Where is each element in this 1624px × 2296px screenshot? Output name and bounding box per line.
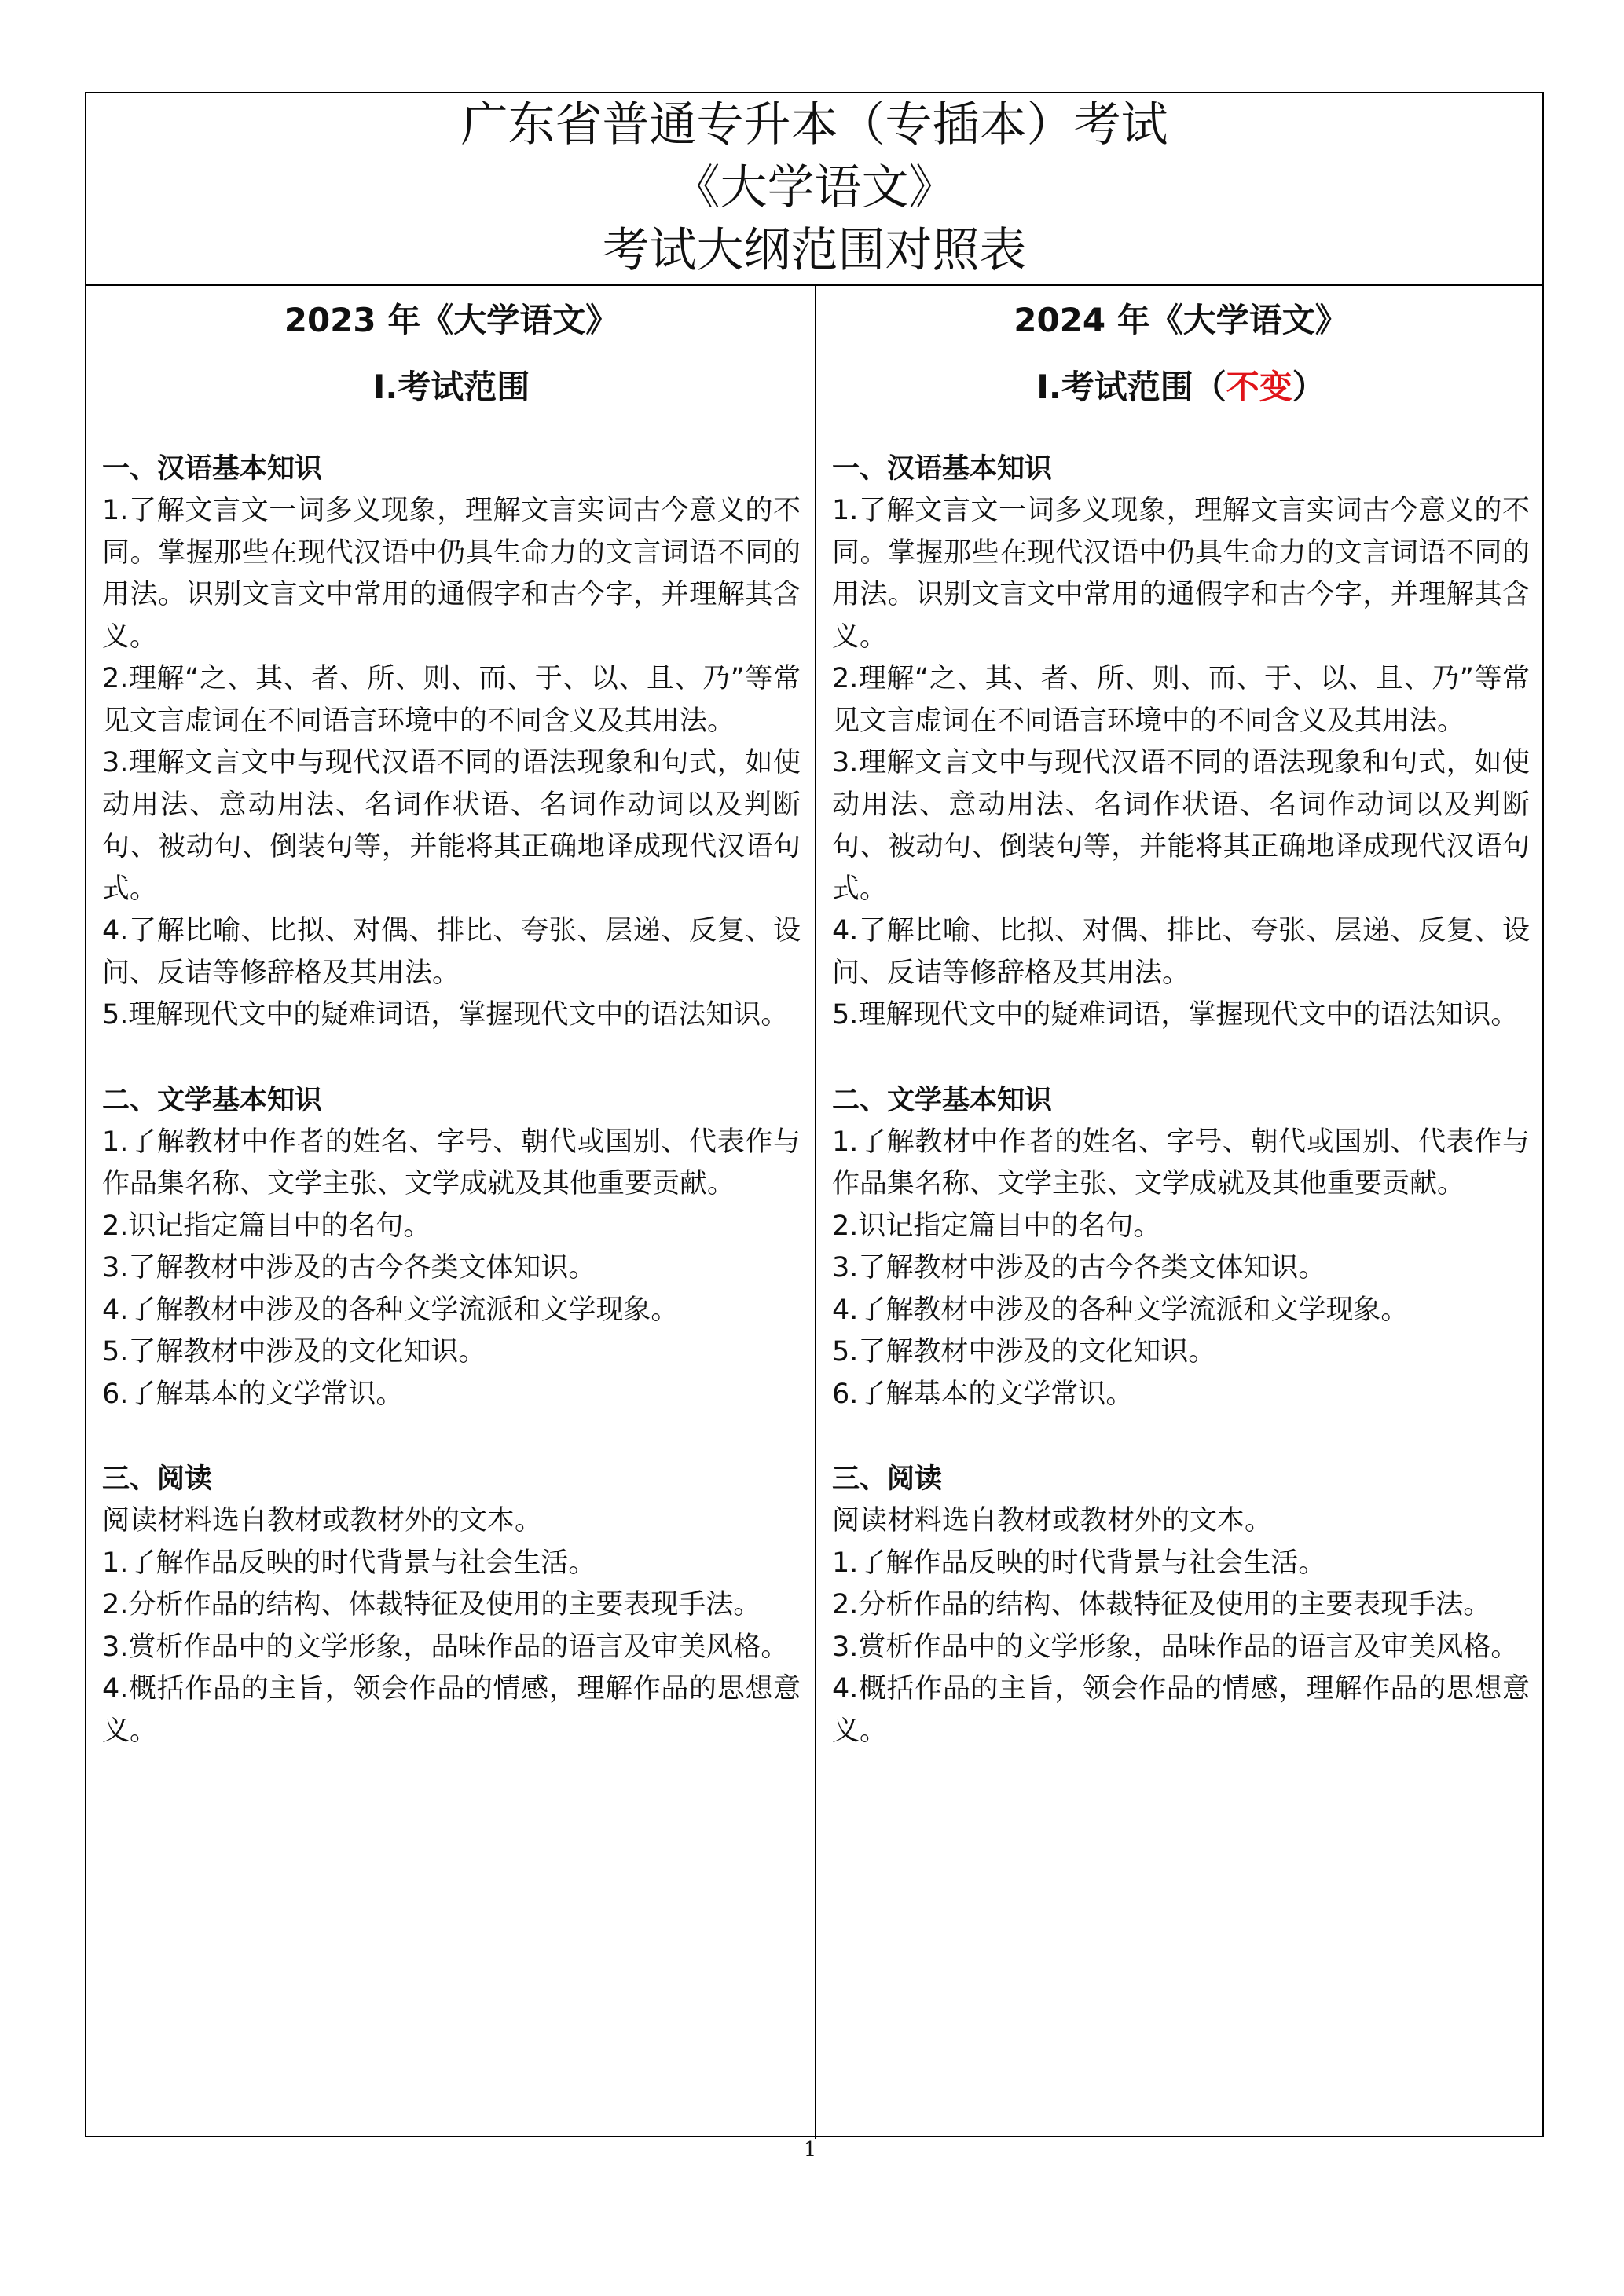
section-heading: 二、文学基本知识	[832, 1084, 1053, 1116]
outline-section	[832, 1079, 1530, 1416]
outline-item: 4.了解比喻、比拟、对偶、排比、夸张、层递、反复、设问、反诘等修辞格及其用法。	[102, 915, 801, 989]
column-2024	[816, 286, 1544, 2139]
outline-item: 4.了解教材中涉及的各种文学流派和文学现象。	[102, 1294, 679, 1326]
section-heading: 一、汉语基本知识	[102, 453, 323, 485]
document-subject: 《大学语文》	[673, 160, 956, 215]
outline-item: 4.概括作品的主旨，领会作品的情感，理解作品的思想意义。	[832, 1673, 1530, 1747]
scope-title-text: I.考试范围（	[1036, 368, 1226, 406]
outline-item: 4.了解教材中涉及的各种文学流派和文学现象。	[832, 1294, 1409, 1326]
outline-item: 5.了解教材中涉及的文化知识。	[832, 1336, 1216, 1368]
outline-item: 5.理解现代文中的疑难词语，掌握现代文中的语法知识。	[832, 999, 1519, 1031]
outline-item: 3.赏析作品中的文学形象，品味作品的语言及审美风格。	[832, 1631, 1519, 1663]
outline-item: 1.了解教材中作者的姓名、字号、朝代或国别、代表作与作品集名称、文学主张、文学成就及其他重要贡献。	[832, 1126, 1530, 1199]
outline-section	[102, 1458, 801, 1752]
outline-item: 阅读材料选自教材或教材外的文本。	[832, 1505, 1273, 1536]
scope-title	[832, 353, 1530, 421]
outline-item: 2.识记指定篇目中的名句。	[832, 1210, 1161, 1242]
outline-item: 3.了解教材中涉及的古今各类文体知识。	[832, 1252, 1326, 1283]
outline-item: 3.理解文言文中与现代汉语不同的语法现象和句式，如使动用法、意动用法、名词作状语、名词作动词以及判断句、被动句、倒装句等，并能将其正确地译成现代汉语句式。	[102, 747, 801, 905]
section-heading: 三、阅读	[102, 1463, 213, 1495]
document-subtitle: 考试大纲范围对照表	[602, 223, 1027, 278]
column-year-title: 2023 年《大学语文》	[284, 301, 619, 339]
outline-item: 5.理解现代文中的疑难词语，掌握现代文中的语法知识。	[102, 999, 789, 1031]
outline-section	[832, 1458, 1530, 1752]
column-year-title: 2024 年《大学语文》	[1014, 301, 1348, 339]
outline-section	[832, 448, 1530, 1037]
column-2023	[86, 286, 815, 2139]
outline-item: 1.了解作品反映的时代背景与社会生活。	[832, 1547, 1326, 1579]
outline-item: 1.了解文言文一词多义现象，理解文言实词古今意义的不同。掌握那些在现代汉语中仍具生命力的文言词语不同的用法。识别文言文中常用的通假字和古今字，并理解其含义。	[832, 495, 1530, 653]
outline-item: 5.了解教材中涉及的文化知识。	[102, 1336, 486, 1368]
scope-title-close: ）	[1292, 368, 1325, 406]
outline-item: 2.分析作品的结构、体裁特征及使用的主要表现手法。	[832, 1589, 1491, 1620]
outline-item: 1.了解文言文一词多义现象，理解文言实词古今意义的不同。掌握那些在现代汉语中仍具生命力的文言词语不同的用法。识别文言文中常用的通假字和古今字，并理解其含义。	[102, 495, 801, 653]
outline-item: 4.了解比喻、比拟、对偶、排比、夸张、层递、反复、设问、反诘等修辞格及其用法。	[832, 915, 1530, 989]
outline-item: 2.理解“之、其、者、所、则、而、于、以、且、乃”等常见文言虚词在不同语言环境中的不同含义及其用法。	[832, 663, 1530, 737]
outline-item: 4.概括作品的主旨，领会作品的情感，理解作品的思想意义。	[102, 1673, 801, 1747]
outline-section	[102, 1079, 801, 1416]
outline-item: 2.理解“之、其、者、所、则、而、于、以、且、乃”等常见文言虚词在不同语言环境中的不同含义及其用法。	[102, 663, 801, 737]
document-title: 广东省普通专升本（专插本）考试	[460, 97, 1168, 152]
outline-item: 2.分析作品的结构、体裁特征及使用的主要表现手法。	[102, 1589, 761, 1620]
outline-item: 阅读材料选自教材或教材外的文本。	[102, 1505, 543, 1536]
outline-section	[102, 448, 801, 1037]
page-number: 1	[803, 2138, 817, 2162]
outline-item: 6.了解基本的文学常识。	[832, 1378, 1134, 1410]
outline-item: 6.了解基本的文学常识。	[102, 1378, 404, 1410]
outline-item: 1.了解作品反映的时代背景与社会生活。	[102, 1547, 596, 1579]
unchanged-highlight: 不变	[1226, 368, 1292, 406]
outline-item: 3.了解教材中涉及的古今各类文体知识。	[102, 1252, 596, 1283]
table-title-block	[86, 93, 1542, 286]
outline-item: 3.理解文言文中与现代汉语不同的语法现象和句式，如使动用法、意动用法、名词作状语、名词作动词以及判断句、被动句、倒装句等，并能将其正确地译成现代汉语句式。	[832, 747, 1530, 905]
section-heading: 一、汉语基本知识	[832, 453, 1053, 485]
section-heading: 二、文学基本知识	[102, 1084, 323, 1116]
section-heading: 三、阅读	[832, 1463, 943, 1495]
outline-item: 1.了解教材中作者的姓名、字号、朝代或国别、代表作与作品集名称、文学主张、文学成就及其他重要贡献。	[102, 1126, 801, 1199]
outline-item: 3.赏析作品中的文学形象，品味作品的语言及审美风格。	[102, 1631, 789, 1663]
outline-item: 2.识记指定篇目中的名句。	[102, 1210, 431, 1242]
comparison-table	[85, 92, 1544, 2137]
scope-title: I.考试范围	[372, 368, 530, 406]
